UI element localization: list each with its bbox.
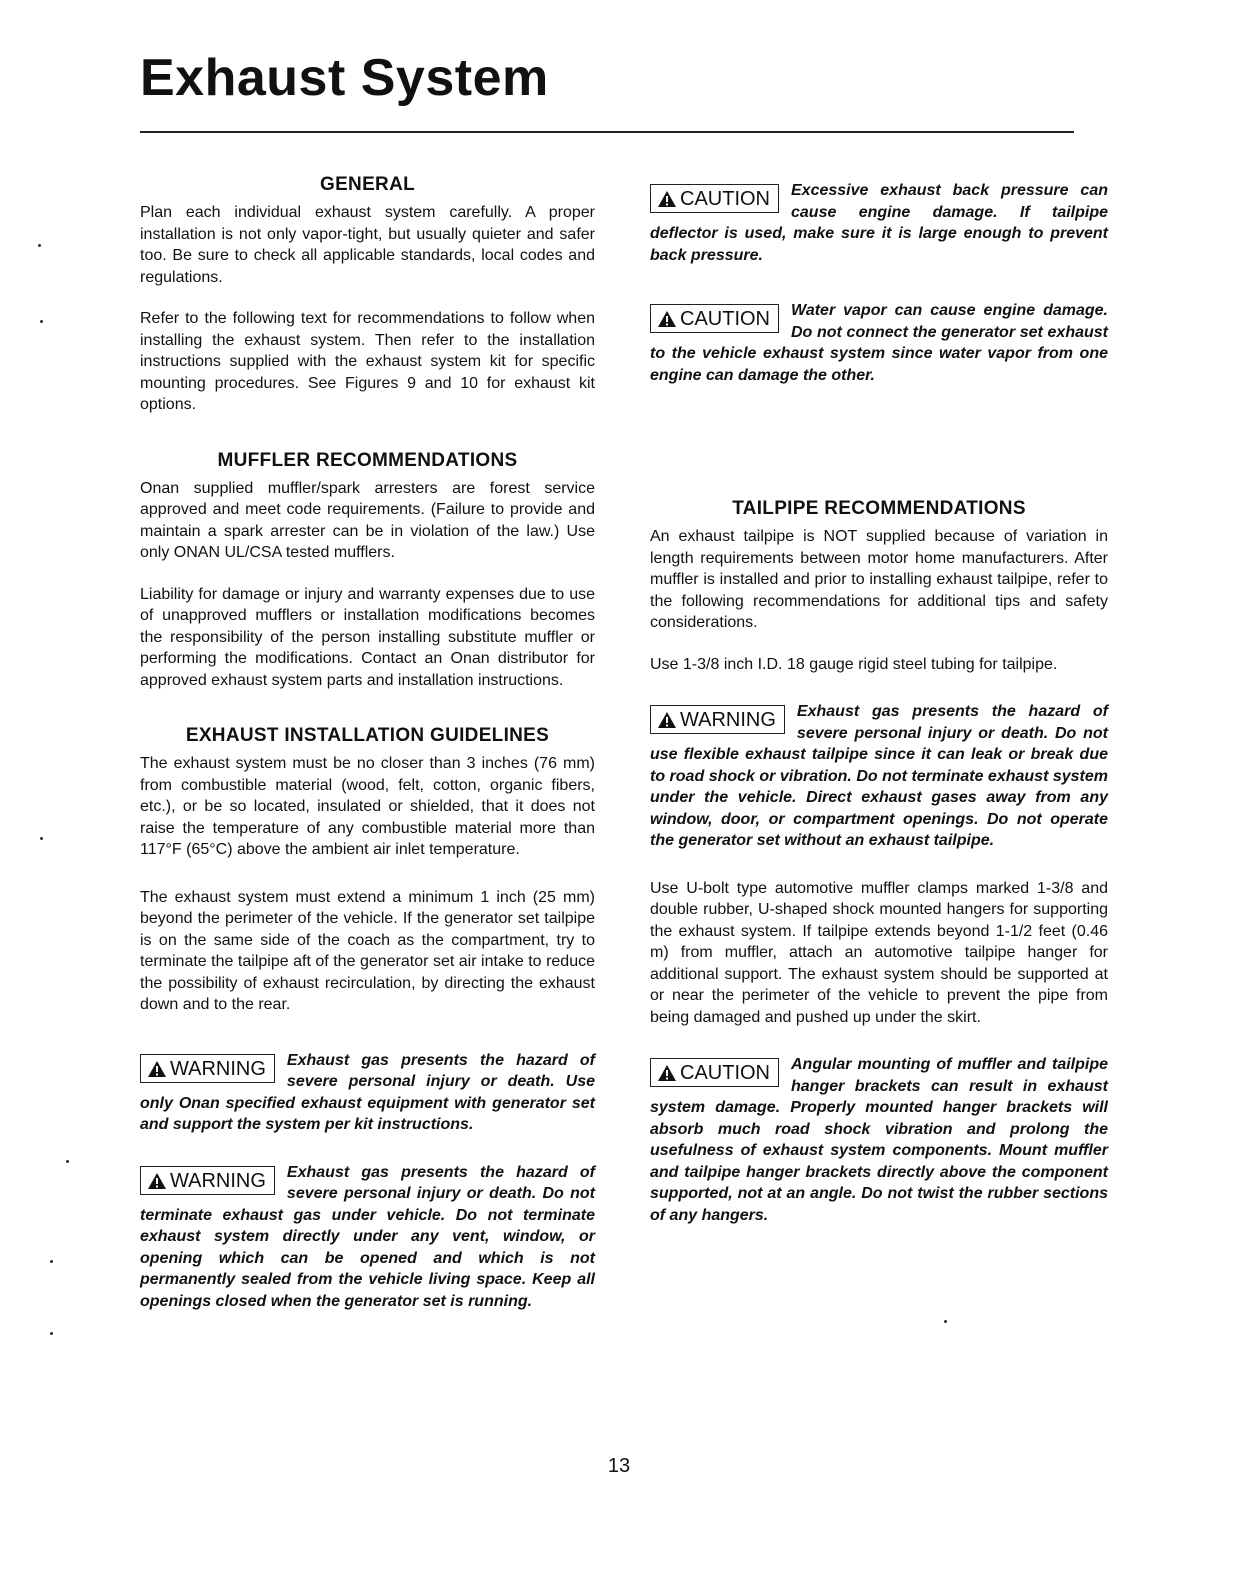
caution-badge xyxy=(650,184,779,213)
warning-badge xyxy=(140,1166,275,1195)
muffler-section xyxy=(140,450,595,692)
left-column xyxy=(140,174,595,1312)
general-paragraph-1: Plan each individual exhaust system carefully. A proper installation is not only vapor-tight, but usually quieter and safer too. Be sure to check all applicable standards, local codes and regulations. xyxy=(140,204,595,286)
warning-badge xyxy=(650,705,785,734)
page-title: Exhaust System xyxy=(140,49,549,107)
tailpipe-paragraph-1: An exhaust tailpipe is NOT supplied because of variation in length requirements between motor home manufacturers. After muffler is installed and prior to installing exhaust tailpipe, refer to the following recommendations for additional tips and safety considerations. xyxy=(650,528,1108,631)
scan-speck xyxy=(944,1320,947,1323)
caution-notice-3 xyxy=(650,1054,1108,1226)
guidelines-heading: EXHAUST INSTALLATION GUIDELINES xyxy=(185,725,550,746)
scan-speck xyxy=(50,1332,53,1335)
warning-notice-3 xyxy=(650,701,1108,852)
general-section xyxy=(140,174,595,416)
caution-badge xyxy=(650,304,779,333)
warning-triangle-icon xyxy=(147,1060,167,1078)
guidelines-paragraph-2: The exhaust system must extend a minimum 1 inch (25 mm) beyond the perimeter of the vehicle. If the generator set tailpipe is on the same side of the coach as the compartment, try to terminate the tailpipe aft of the generator set air intake to reduce the possibility of exhaust recirculation, by directing the exhaust down and to the rear. xyxy=(140,888,595,1013)
caution-label: CAUTION xyxy=(680,188,770,210)
warning-badge xyxy=(140,1054,275,1083)
tailpipe-paragraph-2: Use 1-3/8 inch I.D. 18 gauge rigid steel tubing for tailpipe. xyxy=(650,655,1058,673)
tailpipe-heading: TAILPIPE RECOMMENDATIONS xyxy=(732,498,1026,519)
guidelines-paragraph-1: The exhaust system must be no closer than 3 inches (76 mm) from combustible material (wood, felt, cotton, organic fibers, etc.), or be so located, insulated or shielded, that it does not raise the temperature of any combustible material more than 117°F (65°C) above the ambient air inlet temperature. xyxy=(140,755,595,858)
tailpipe-section xyxy=(650,498,1108,675)
caution-notice-2 xyxy=(650,300,1108,386)
warning-text: Exhaust gas presents the hazard of severe personal injury or death. Use only Onan specified exhaust equipment with generator set and support the system per kit instructions. xyxy=(140,1051,595,1133)
muffler-paragraph-1: Onan supplied muffler/spark arresters are forest service approved and meet code requirements. (Failure to provide and maintain a spark arrester can be in violation of the law.) Use only ONAN UL/CSA tested mufflers. xyxy=(140,479,595,561)
warning-triangle-icon xyxy=(657,310,677,328)
warning-label: WARNING xyxy=(680,709,776,731)
muffler-paragraph-2: Liability for damage or injury and warranty expenses due to use of unapproved mufflers or installation modifications becomes the responsibility of the person installing substitute muffler or performing the modifications. Contact an Onan distributor for approved exhaust system parts and installation instructions. xyxy=(140,585,595,689)
scan-speck xyxy=(40,320,43,323)
scan-speck xyxy=(40,837,43,840)
scan-speck xyxy=(38,244,41,247)
guidelines-section xyxy=(140,725,595,1016)
general-heading: GENERAL xyxy=(320,174,415,195)
warning-label: WARNING xyxy=(170,1057,266,1080)
warning-notice-1 xyxy=(140,1050,595,1136)
warning-triangle-icon xyxy=(657,711,677,729)
warning-text: Exhaust gas presents the hazard of severe personal injury or death. Do not use flexible exhaust tailpipe since it can leak or break due to road shock or vibration. Do not terminate exhaust system under the vehicle. Direct exhaust gases away from any window, door, or compartment openings. Do not operate the generator set without an exhaust tailpipe. xyxy=(650,703,1108,849)
warning-triangle-icon xyxy=(147,1172,167,1190)
caution-text: Excessive exhaust back pressure can cause engine damage. If tailpipe deflector is used, make sure it is large enough to prevent back pressure. xyxy=(650,182,1108,264)
right-column xyxy=(650,180,1108,1226)
caution-badge xyxy=(650,1058,779,1087)
caution-label: CAUTION xyxy=(680,1062,770,1084)
warning-triangle-icon xyxy=(657,1064,677,1082)
caution-text: Water vapor can cause engine damage. Do not connect the generator set exhaust to the vehicle exhaust system since water vapor from one engine can damage the other. xyxy=(650,302,1108,384)
muffler-heading: MUFFLER RECOMMENDATIONS xyxy=(217,449,518,471)
scan-speck xyxy=(66,1160,69,1163)
page-number: 13 xyxy=(607,1455,631,1477)
caution-text: Angular mounting of muffler and tailpipe hanger brackets can result in exhaust system damage. Properly mounted hanger brackets will absorb much road shock vibration and prolong the usefulness of exhaust system components. Mount muffler and tailpipe hanger brackets directly above the component supported, not at an angle. Do not twist the rubber sections of any hangers. xyxy=(650,1056,1108,1224)
warning-notice-2 xyxy=(140,1162,595,1313)
warning-triangle-icon xyxy=(657,190,677,208)
clamps-paragraph: Use U-bolt type automotive muffler clamps marked 1-3/8 and double rubber, U-shaped shock mounted hangers for supporting the exhaust system. If tailpipe extends beyond 1-1/2 feet (0.46 m) from muffler, attach an automotive tailpipe hanger for additional support. The exhaust system should be supported at or near the perimeter of the vehicle to prevent the pipe from being damaged and pushed up under the skirt. xyxy=(650,879,1108,1026)
scan-speck xyxy=(50,1260,53,1263)
caution-label: CAUTION xyxy=(680,308,770,330)
warning-text: Exhaust gas presents the hazard of severe personal injury or death. Do not terminate exhaust gas under vehicle. Do not terminate exhaust system directly under any vent, window, or opening which can be opened and which is not permanently sealed from the vehicle living space. Keep all openings closed when the generator set is running. xyxy=(140,1163,595,1310)
caution-notice-1 xyxy=(650,180,1108,266)
general-paragraph-2: Refer to the following text for recommendations to follow when installing the exhaust system. Then refer to the installation instructions supplied with the exhaust system kit for specific mounting procedures. See Figures 9 and 10 for exhaust kit options. xyxy=(140,310,595,413)
warning-label: WARNING xyxy=(170,1169,266,1192)
title-rule xyxy=(140,131,1074,133)
